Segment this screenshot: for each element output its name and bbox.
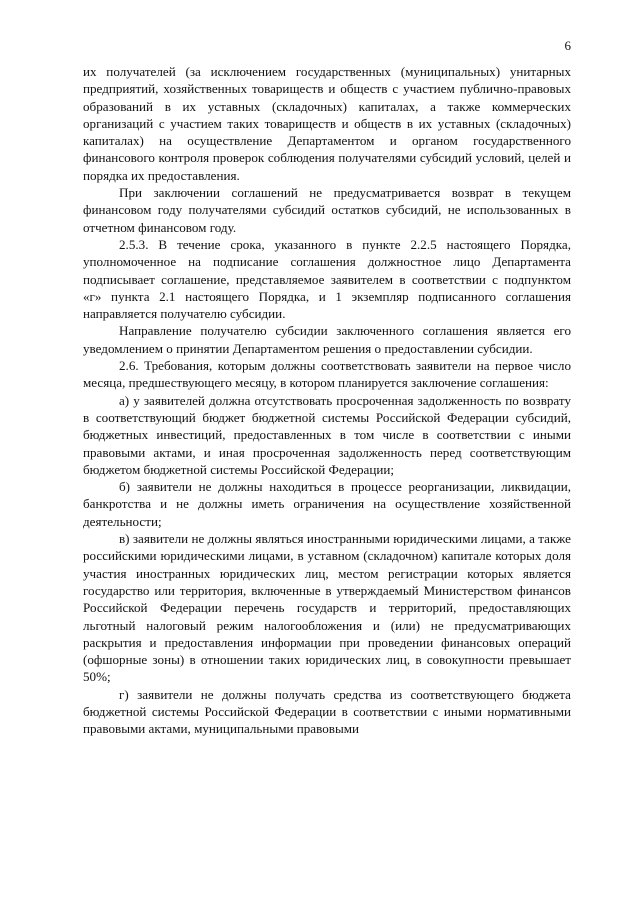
paragraph-item-a: а) у заявителей должна отсутствовать просроченная задолженность по возврату в соответствующий бюджет бюджетной системы Российской Федерации субсидий, бюджетных инвестиций, предоставленных в том числе в соответствии с иными правовыми актами, и иная просроченная задолженность перед соответствующим бюджетом бюджетной системы Российской Федерации; [83,392,571,477]
paragraph-refund-clause: При заключении соглашений не предусматривается возврат в текущем финансовом году получателями субсидий остатков субсидий, не использованных в отчетном финансовом году. [83,185,571,235]
paragraph-item-g: г) заявители не должны получать средства из соответствующего бюджета бюджетной системы Российской Федерации в соответствии с иными нормативными правовыми актами, муниципальными правовыми [83,686,571,737]
paragraph-item-v: в) заявители не должны являться иностранными юридическими лицами, а также российскими юридическими лицами, в уставном (складочном) капитале которых доля участия иностранных юридических лиц, местом регистрации которых является государство или территория, включенные в утверждаемый Министерством финансов Российской Федерации перечень государств и территорий, предоставляющих льготный налоговый режим налогообложения и (или) не предусматривающих раскрытия и предоставления информации при проведении финансовых операций (офшорные зоны) в отношении таких юридических лиц, в совокупности превышает 50%; [83,531,571,685]
paragraph-notification: Направление получателю субсидии заключенного соглашения является его уведомлением о принятии Департаментом решения о предоставлении субсидии. [83,323,571,356]
paragraph-item-b: б) заявители не должны находиться в процессе реорганизации, ликвидации, банкротства и не должны иметь ограничения на осуществление хозяйственной деятельности; [83,479,571,529]
paragraph-continuation: их получателей (за исключением государственных (муниципальных) унитарных предприятий, хозяйственных товариществ и обществ с участием публично-правовых образований в их уставных (складочных) капиталах, а также коммерческих организаций с участием таких товариществ и обществ в их уставных (складочных) капиталах) на осуществление Департаментом и органом государственного финансового контроля проверок соблюдения получателями субсидий условий, целей и порядка их предоставления. [83,64,571,183]
paragraph-2-5-3: 2.5.3. В течение срока, указанного в пункте 2.2.5 настоящего Порядка, уполномоченное на подписание соглашения должностное лицо Департамента подписывает соглашение, представляемое заявителем в соответствии с подпунктом «г» пункта 2.1 настоящего Порядка, и 1 экземпляр подписанного соглашения направляется получателю субсидии. [83,236,571,322]
document-body [83,63,571,738]
paragraph-2-6: 2.6. Требования, которым должны соответствовать заявители на первое число месяца, предшествующего месяцу, в котором планируется заключение соглашения: [83,358,571,391]
page-number: 6 [564,38,571,53]
